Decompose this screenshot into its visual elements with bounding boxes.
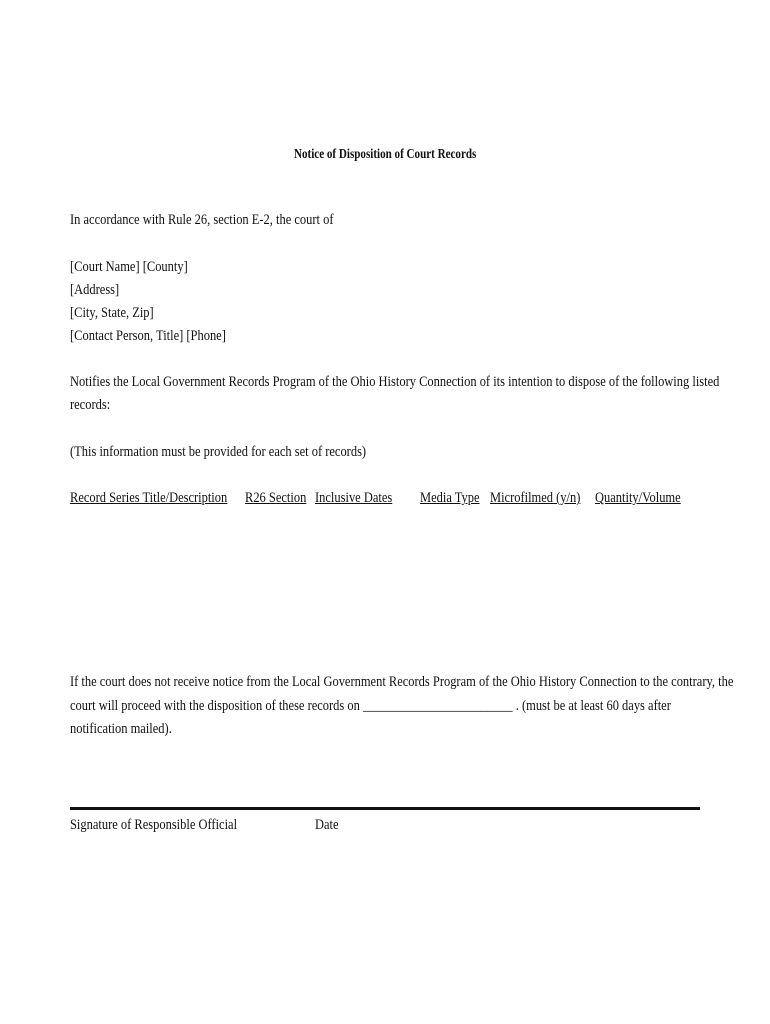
header-record-series: Record Series Title/Description — [70, 490, 228, 506]
signature-line — [70, 807, 700, 810]
notice-text-line1: Notifies the Local Government Records Program of the Ohio History Connection of its intention to dispose of the following listed — [70, 374, 720, 390]
header-quantity-volume: Quantity/Volume — [595, 490, 681, 506]
closing-text-line2: court will proceed with the disposition of these records on ________________________ . (must be at least 60 days after — [70, 698, 671, 714]
intro-text: In accordance with Rule 26, section E-2, the court of — [70, 212, 334, 228]
notice-text-line2: records: — [70, 397, 111, 413]
info-note: (This information must be provided for each set of records) — [70, 444, 367, 460]
address-court-county: [Court Name] [County] — [70, 259, 188, 275]
page-title — [0, 146, 770, 162]
address-street: [Address] — [70, 282, 120, 298]
header-inclusive-dates: Inclusive Dates — [315, 490, 393, 506]
closing-text-line3: notification mailed). — [70, 721, 172, 737]
page-title-text: Notice of Disposition of Court Records — [293, 146, 477, 161]
address-city-state-zip: [City, State, Zip] — [70, 305, 154, 321]
date-label: Date — [315, 817, 339, 833]
signature-label: Signature of Responsible Official — [70, 817, 238, 833]
header-microfilmed: Microfilmed (y/n) — [490, 490, 581, 506]
address-contact-phone: [Contact Person, Title] [Phone] — [70, 328, 226, 344]
header-r26-section: R26 Section — [245, 490, 307, 506]
closing-text-line1: If the court does not receive notice from the Local Government Records Program of the Ohio History Connection to the contrary, the — [70, 674, 734, 690]
header-media-type: Media Type — [420, 490, 480, 506]
